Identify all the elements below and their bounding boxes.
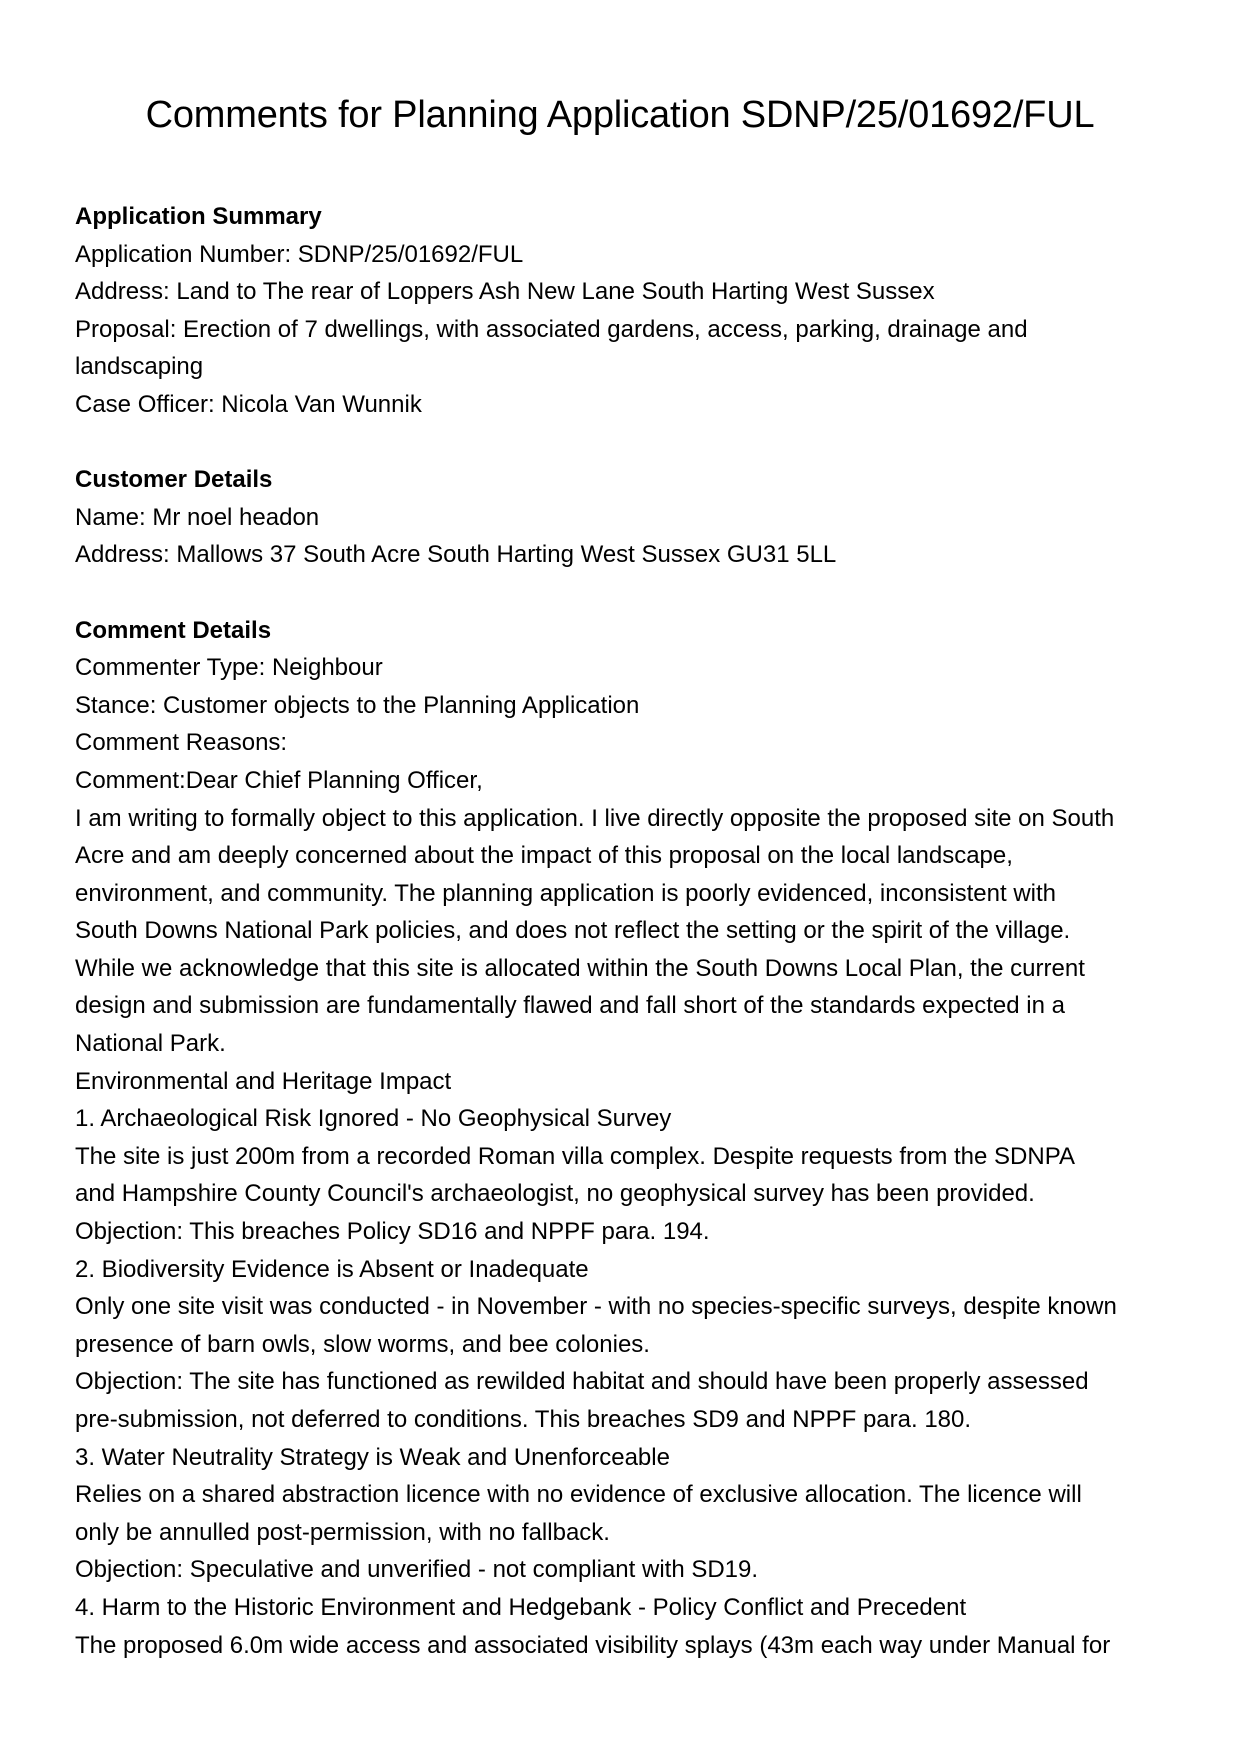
comment-line: Environmental and Heritage Impact — [75, 1067, 452, 1095]
comment-line: I am writing to formally object to this application. I live directly opposite the proposed site on South — [75, 804, 1115, 832]
comment-line: 1. Archaeological Risk Ignored - No Geophysical Survey — [75, 1105, 672, 1133]
comment-line: South Downs National Park policies, and does not reflect the setting or the spirit of the village. — [75, 917, 1071, 945]
comment-line: 4. Harm to the Historic Environment and Hedgebank - Policy Conflict and Precedent — [75, 1593, 967, 1621]
comment-line: Comment:Dear Chief Planning Officer, — [75, 766, 483, 794]
commenter-type: Commenter Type: Neighbour — [75, 654, 383, 682]
document-body — [75, 198, 1175, 1664]
comment-line: Objection: This breaches Policy SD16 and NPPF para. 194. — [75, 1218, 710, 1246]
section-heading: Application Summary — [75, 203, 322, 230]
stance: Stance: Customer objects to the Planning Application — [75, 691, 640, 719]
comment-line: only be annulled post-permission, with no fallback. — [75, 1518, 610, 1546]
comment-line: and Hampshire County Council's archaeologist, no geophysical survey has been provided. — [75, 1180, 1035, 1208]
comment-line: Objection: Speculative and unverified - not compliant with SD19. — [75, 1556, 759, 1584]
comment-line: Objection: The site has functioned as rewilded habitat and should have been properly assessed — [75, 1368, 1089, 1396]
comment-line: While we acknowledge that this site is allocated within the South Downs Local Plan, the current — [75, 954, 1085, 982]
comment-line: 2. Biodiversity Evidence is Absent or Inadequate — [75, 1255, 589, 1283]
comment-details-section — [75, 612, 1175, 1665]
comment-line: environment, and community. The planning application is poorly evidenced, inconsistent with — [75, 879, 1056, 907]
comment-line: 3. Water Neutrality Strategy is Weak and Unenforceable — [75, 1443, 670, 1471]
comment-reasons: Comment Reasons: — [75, 729, 288, 757]
comment-line: Relies on a shared abstraction licence with no evidence of exclusive allocation. The licence will — [75, 1481, 1082, 1509]
section-heading: Customer Details — [75, 466, 273, 494]
application-address: Address: Land to The rear of Loppers Ash New Lane South Harting West Sussex — [75, 278, 935, 306]
application-summary-section — [75, 198, 1175, 424]
spacer — [75, 424, 1175, 462]
proposal-line: landscaping — [75, 353, 204, 381]
comment-line: The proposed 6.0m wide access and associated visibility splays (43m each way under Manual for — [75, 1631, 1111, 1659]
comment-line: The site is just 200m from a recorded Roman villa complex. Despite requests from the SDNPA — [75, 1142, 1075, 1170]
proposal-line: Proposal: Erection of 7 dwellings, with associated gardens, access, parking, drainage and — [75, 315, 1028, 343]
spacer — [75, 574, 1175, 612]
case-officer: Case Officer: Nicola Van Wunnik — [75, 390, 422, 418]
page-title: Comments for Planning Application SDNP/25/01692/FUL — [145, 94, 1095, 136]
section-heading: Comment Details — [75, 616, 272, 644]
comment-line: pre-submission, not deferred to conditions. This breaches SD9 and NPPF para. 180. — [75, 1406, 972, 1433]
comment-line: presence of barn owls, slow worms, and bee colonies. — [75, 1330, 650, 1358]
comment-line: Acre and am deeply concerned about the impact of this proposal on the local landscape, — [75, 842, 1013, 870]
customer-name: Name: Mr noel headon — [75, 503, 320, 531]
customer-details-section — [75, 461, 1175, 574]
comment-line: design and submission are fundamentally flawed and fall short of the standards expected in a — [75, 992, 1065, 1020]
comment-line: National Park. — [75, 1030, 226, 1058]
comment-line: Only one site visit was conducted - in November - with no species-specific surveys, despite known — [75, 1293, 1117, 1321]
customer-address: Address: Mallows 37 South Acre South Harting West Sussex GU31 5LL — [75, 541, 837, 569]
application-number: Application Number: SDNP/25/01692/FUL — [75, 240, 524, 268]
